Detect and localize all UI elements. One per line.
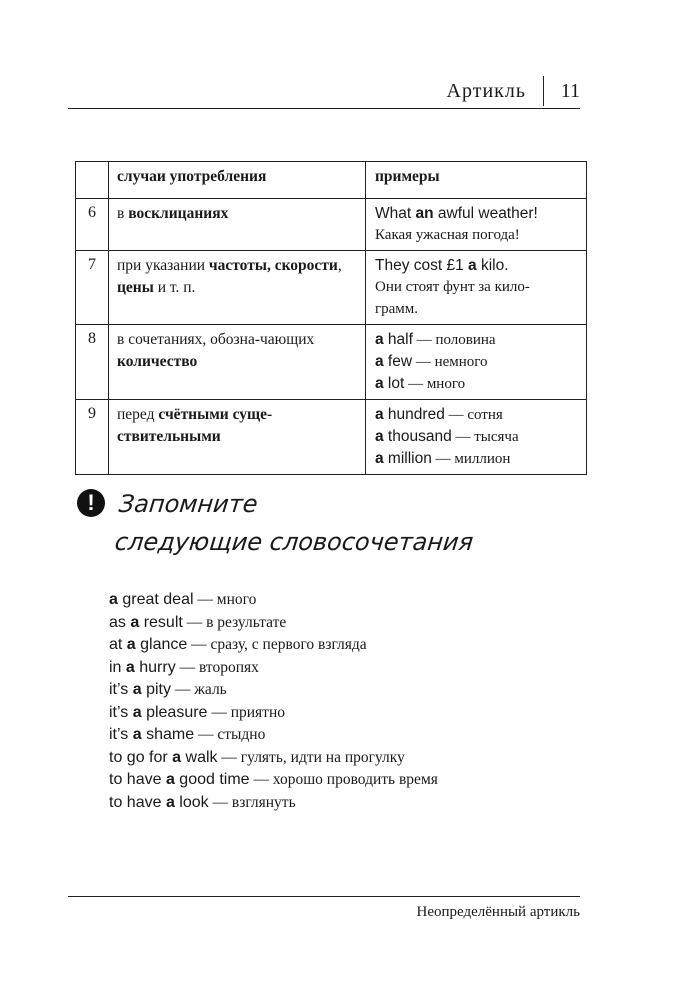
- phrase-tail: glance: [135, 636, 188, 653]
- usage-keyword: цены: [117, 279, 154, 296]
- usage-text: при указании: [117, 257, 209, 274]
- article-keyword: a: [165, 793, 175, 811]
- examples-cell: [366, 199, 587, 251]
- phrase-translation: — сразу, с первого взгляда: [187, 636, 367, 653]
- example-text: They cost £1: [375, 257, 469, 274]
- row-number: 8: [76, 325, 109, 400]
- phrase-lead: it’s: [109, 726, 133, 743]
- phrase-tail: hurry: [134, 658, 176, 676]
- row-number: 7: [76, 251, 109, 325]
- usage-case-cell: [109, 199, 366, 251]
- example-line: [375, 404, 578, 426]
- usage-keyword: счётными суще-ствительными: [117, 406, 273, 445]
- examples-cell: [366, 400, 587, 475]
- example-text: — сотня: [444, 407, 503, 423]
- phrase-tail: look: [174, 793, 209, 811]
- usage-table: [75, 161, 587, 475]
- example-text: half: [383, 331, 413, 348]
- example-text: few: [383, 353, 413, 370]
- article-keyword: a: [132, 703, 142, 721]
- phrase-tail: shame: [141, 726, 195, 743]
- example-text: lot: [383, 375, 405, 392]
- usage-text: и т. п.: [153, 279, 196, 296]
- phrase-lead: it’s: [109, 681, 133, 698]
- table-header-usage: случаи употребления: [109, 162, 366, 199]
- running-footer: Неопределённый артикль: [416, 904, 580, 920]
- example-line: [375, 448, 578, 470]
- usage-case-cell: [109, 251, 366, 325]
- table-header-row: [76, 162, 587, 199]
- article-keyword: a: [375, 428, 384, 445]
- example-line: [375, 224, 578, 246]
- article-keyword: a: [375, 450, 384, 467]
- article-keyword: a: [132, 726, 142, 743]
- phrase-translation: — второпях: [175, 658, 259, 676]
- example-line: [375, 351, 578, 373]
- phrase-item: [109, 724, 579, 747]
- phrase-tail: good time: [174, 771, 250, 788]
- example-line: [375, 426, 578, 448]
- notice-title: Запомните следующие словосочетания: [113, 490, 475, 556]
- example-text: kilo.: [476, 257, 509, 274]
- usage-text: ,: [337, 257, 342, 274]
- row-number: 6: [76, 199, 109, 251]
- exclamation-icon: !: [77, 489, 105, 517]
- phrase-lead: at: [109, 636, 127, 653]
- running-title: Артикль: [446, 80, 526, 102]
- phrase-translation: — взглянуть: [208, 793, 296, 811]
- table-row: [76, 400, 587, 475]
- phrase-translation: — жаль: [170, 681, 227, 698]
- example-text: Какая ужасная погода!: [375, 227, 520, 243]
- examples-cell: [366, 325, 587, 400]
- example-text: грамм.: [375, 301, 419, 317]
- example-text: — половина: [412, 332, 496, 348]
- phrase-list: [109, 589, 579, 814]
- phrase-tail: great deal: [117, 591, 194, 608]
- phrase-translation: — много: [193, 591, 257, 608]
- article-keyword: a: [109, 591, 118, 608]
- usage-case-cell: [109, 400, 366, 475]
- table-row: [76, 251, 587, 325]
- page-number: 11: [560, 80, 580, 102]
- usage-keyword: количество: [117, 353, 198, 370]
- phrase-lead: in: [109, 658, 126, 676]
- article-keyword: a: [130, 613, 140, 631]
- phrase-item: [109, 679, 579, 702]
- usage-keyword: восклицаниях: [128, 205, 229, 222]
- table-row: [76, 325, 587, 400]
- usage-text: в сочетаниях, обозна-чающих: [117, 331, 315, 348]
- example-line: [375, 298, 578, 320]
- phrase-tail: pleasure: [141, 703, 208, 721]
- example-line: [375, 329, 578, 351]
- example-text: Они стоят фунт за кило-: [375, 279, 530, 295]
- phrase-item: [109, 702, 579, 725]
- example-text: — много: [404, 376, 466, 392]
- phrase-lead: to have: [109, 771, 166, 788]
- phrase-item: [109, 747, 579, 770]
- phrase-item: [109, 792, 579, 815]
- table-row: [76, 199, 587, 251]
- example-text: — тысяча: [451, 429, 519, 445]
- phrase-tail: pity: [141, 681, 171, 698]
- usage-case-cell: [109, 325, 366, 400]
- article-keyword: a: [132, 681, 142, 698]
- phrase-translation: — хорошо проводить время: [249, 771, 438, 788]
- example-text: awful weather!: [433, 205, 538, 222]
- phrase-translation: — в результате: [182, 613, 287, 631]
- phrase-item: [109, 769, 579, 792]
- usage-text: перед: [117, 406, 159, 423]
- row-number: 9: [76, 400, 109, 475]
- example-text: — миллион: [431, 451, 511, 467]
- phrase-tail: walk: [181, 748, 218, 766]
- article-keyword: an: [415, 205, 434, 222]
- header-divider: [543, 76, 544, 106]
- example-text: — немного: [412, 354, 488, 370]
- phrase-item: [109, 657, 579, 680]
- article-keyword: a: [468, 257, 477, 274]
- phrase-translation: — стыдно: [194, 726, 266, 743]
- footer-rule: [68, 896, 580, 897]
- article-keyword: a: [165, 771, 175, 788]
- example-line: [375, 276, 578, 298]
- article-keyword: a: [125, 658, 135, 676]
- phrase-lead: to go for: [109, 748, 173, 766]
- phrase-translation: — приятно: [207, 703, 285, 721]
- article-keyword: a: [375, 331, 384, 348]
- example-text: hundred: [383, 406, 445, 423]
- example-line: [375, 373, 578, 395]
- example-line: [375, 203, 578, 224]
- example-text: thousand: [383, 428, 452, 445]
- article-keyword: a: [375, 406, 384, 423]
- phrase-translation: — гулять, идти на прогулку: [217, 748, 405, 766]
- usage-text: в: [117, 205, 129, 222]
- page-header: [68, 72, 580, 110]
- article-keyword: a: [126, 636, 136, 653]
- phrase-tail: result: [139, 613, 183, 631]
- phrase-item: [109, 634, 579, 657]
- phrase-lead: it’s: [109, 703, 133, 721]
- examples-cell: [366, 251, 587, 325]
- article-keyword: a: [172, 748, 182, 766]
- phrase-item: [109, 589, 579, 612]
- example-line: [375, 255, 578, 276]
- article-keyword: a: [375, 353, 384, 370]
- phrase-item: [109, 612, 579, 635]
- table-header-num: [76, 162, 109, 199]
- article-keyword: a: [375, 375, 384, 392]
- header-rule: [68, 108, 580, 109]
- table-header-examples: примеры: [366, 162, 587, 199]
- phrase-lead: as: [109, 613, 131, 631]
- example-text: million: [383, 450, 432, 467]
- phrase-lead: to have: [109, 793, 166, 811]
- example-text: What: [375, 205, 416, 222]
- usage-keyword: частоты, скорости: [208, 257, 338, 274]
